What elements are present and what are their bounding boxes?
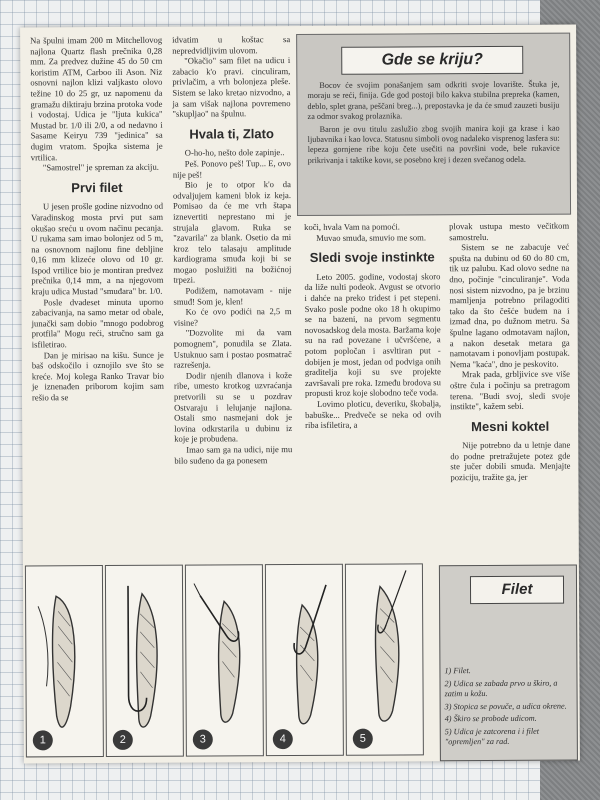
paragraph: Podižem, namotavam - nije smuđ! Som je, klen! (173, 285, 292, 307)
figure-number: 1 (33, 730, 53, 750)
paragraph: "Samostrel" je spreman za akciju. (42, 161, 159, 173)
sidebar-box-gde-se-kriju (296, 33, 571, 216)
column-4 (449, 221, 570, 483)
paragraph: Lovimo ploticu, deveriku, škobalja, babuške... Predveče se neka od ovih riba isfiletira, a (305, 398, 442, 431)
box-body (307, 80, 559, 169)
paragraph: Baron je ovu titulu zaslužio zbog svojih manira koji ga krase i kao ljubavnika i kao lovca. Statusnu simboli ovog nadaleko visprenog lasfera su: lepeza gornjene ribe koju čete usečiti na površini vode, bele rukavice prikrivanja i taktike kovи, se posebno krej i dezen svečanog odela. (307, 123, 560, 165)
list-item: 1) Filet. (444, 666, 471, 676)
list-item: 2) Udica se zabada prvo u škiro, a zatim u kožu. (444, 678, 558, 699)
paragraph: Imao sam ga na udici, nije mu bilo suđeno da ga ponesem (174, 444, 293, 466)
list-item: 5) Udica je zatcorena i i filet "opremljen" za rad. (444, 726, 540, 747)
section-heading-sledi-svoje-instinkte: Sledi svoje instinkte (309, 249, 435, 266)
paragraph: "Okačio" sam filet na udicu i zabacio k'o pravi. cinculiram, privlačim, a vrh bolonjeza pleše. Sistem se lako kretao nizvodno, a ja sam višak najlona povremeno "skupljao" na špulnu. (172, 55, 291, 119)
filet-legend-box (439, 565, 578, 762)
figure-number: 5 (353, 729, 373, 749)
paragraph: Muvao smuđa, smuvio me som. (316, 231, 427, 243)
figure-panel-5 (345, 563, 424, 755)
column-3 (304, 221, 441, 430)
list-item: 4) Škiro se probode udicom. (444, 713, 537, 724)
filet-steps-list (444, 666, 572, 750)
column-2 (172, 34, 292, 466)
paragraph: Sistem se ne zabacuje već spušta na dubinu od 60 do 80 cm, tik uz palubu. Kad olovo sedne na dno, počinje "cinculiranje". Voda nosi sistem nizvodno, pa je brzinu mamljenja potrebno prilagoditi tako da što češće budem na i izmađ dna, po dužnom metru. Sa špulne lagano odmotavam najlon, a nakon desetak metara ga namotavam i ponovljam postupak. Nema "kaća", dno je peskovito. (449, 241, 570, 369)
paragraph: Bio je to otpor k'o da odvaljujem kameni blok iz keja. Pomisao da će me vrh štapa iznevertiti neprestano mi je strujala glavom. Ruka se "zavarila" za blank. Osetio da mi kroz telo talasaju amplitude kardiograma smuđa koji bi se mogao posluižiti na božićnoj trpezi. (172, 179, 292, 286)
fish-fillet-illustration (26, 566, 103, 756)
paragraph: Dan je mirisao na kišu. Sunce je baš odskočilo i oznojilo sve što se kreće. Moj kolega Ranko Travar bio je iznenađen priborom kojim sam rešio da se (31, 349, 164, 403)
hook-in-fillet-illustration (106, 566, 183, 756)
paragraph: Peš. Ponovo peš! Tup... E, ovo nije peš! (172, 157, 291, 180)
figure-number: 3 (193, 729, 213, 749)
paragraph: Bocov će svojim ponašanjem sam odkriti svoje lovarište. Štuka je, moraju se reći, finija. Gde god postoji bilo kakva stubilna prepreka (kamen, deblo, splet grana, peščani breg...), prepostavka je da će smuđ zauzeti busiju za odmor svakog prolaznika. (307, 79, 560, 122)
paragraph: Posle dvadeset minuta uporno zabacivanja, na samo metar od obale, junački sam dobio "mnogo podobrog protfila" Mogu reći, stručno sam ga isfiletirao. (31, 296, 164, 350)
magazine-page (20, 25, 580, 764)
figure-panel-4 (265, 564, 344, 756)
paragraph: Mrak pada, grbljivice sve više oštre čula i počinju sa pretragom terena. "Budi svoj, sledi svoje instikte", kažem sebi. (449, 368, 571, 412)
illustration-strip (25, 563, 436, 761)
paragraph: koči, hvala Vam na pomoći. (304, 221, 400, 232)
paragraph: Dodir njenih dlanova i kože ribe, umesto krotkog uzvraćanja pretvorili su se u pozdrav Ostvaraju i lelujanje najlona. Ostali smo nasmejani dok je lovina odkrstarila u dubinu iz koje je probudena. (173, 369, 293, 445)
figure-panel-3 (185, 564, 264, 756)
paragraph: Ko će ovo podići na 2,5 m visine? (173, 306, 292, 328)
hook-pierce-illustration (266, 565, 343, 755)
paragraph: "Dozvolite mi da vam pomognem", ponudila se Zlata. Ustuknuo sam i postao posmatrač razrešenja. (173, 327, 292, 370)
figure-number: 4 (273, 729, 293, 749)
hook-turn-illustration (186, 565, 263, 755)
paragraph: Leto 2005. godine, vodostaj skoro da liže nulti podeok. Avgust se otvorio i dahće na preko tridest i pet stepeni. Svako posle podne oko 18 h okupimo se na bazeni, na prvom segmentu novosadskog dela mosta. Baržama koje su na rad povezane i učvršćene, a potom popločan i asvltiran put - dobijen je most, jedan od podviga onih graditelja koji su sve projekte završavali pre roka. Između brodova su propusti kroz koje slobodno teče voda. (304, 271, 441, 399)
paragraph: Nije potrebno da u letnje dane do podne pretražujete potez gde ste jučer dobili smuđa. Menjajte poziciju, tražite ga, jer (450, 439, 571, 483)
column-1 (30, 35, 164, 403)
list-item: 3) Stopica se povuče, a udica okrene. (444, 701, 567, 711)
figure-number: 2 (113, 730, 133, 750)
paragraph: plovak ustupa mesto večitkom samostrelu. (449, 220, 570, 242)
figure-panel-2 (105, 565, 184, 757)
box-title: Gde se kriju? (341, 46, 523, 75)
paragraph: Na špulni imam 200 m Mitchellovog najlona Quartz flash prečnika 0,28 mm. Za predvez dužine 45 do 50 cm koristim ATM, Carboo ili Ason. Niz osnovni najlon klizi valjkasto olovo težine 10 do 25 gr, uz napomenu da gramažu diktiraju brzina protoka vode i vodostaj. Udica je "ljuta kukica" Mustad br. 1/0 ili 2/0, a od nedavno i Sasame Keiryu 739 "jedinica" sa dugim vratom. Spojka sistema je vrtilica. (30, 34, 163, 162)
section-heading-prvi-filet: Prvi filet (71, 179, 123, 195)
section-heading-hvala-ti-zlato: Hvala ti, Zlato (189, 125, 274, 142)
col1-intro (30, 35, 163, 173)
paragraph: O-ho-ho, nešto dole zapinje.. (184, 147, 285, 158)
rigged-fillet-illustration (346, 564, 423, 754)
filet-title: Filet (470, 576, 564, 604)
paragraph: idvatim u koštac sa nepredvidljivim ulovom. (172, 34, 291, 56)
section-heading-mesni-koktel: Mesni koktel (471, 418, 550, 434)
figure-panel-1 (25, 565, 104, 757)
paragraph: U jesen prošle godine nizvodno od Varadinskog mosta prvi put sam okušao sreću u ovom načinu pecanja. U rukama sam imao bolonjez od 5 m, na osnovnom najlonu fine debljine 0,16 mm klizeće olovo od 10 gr. Ispod vrtilice bio je montiran predvez prečnika 0,14 mm, a na njegovom kraju udica Mustad "smuđara" br. 1/0. (31, 201, 164, 297)
